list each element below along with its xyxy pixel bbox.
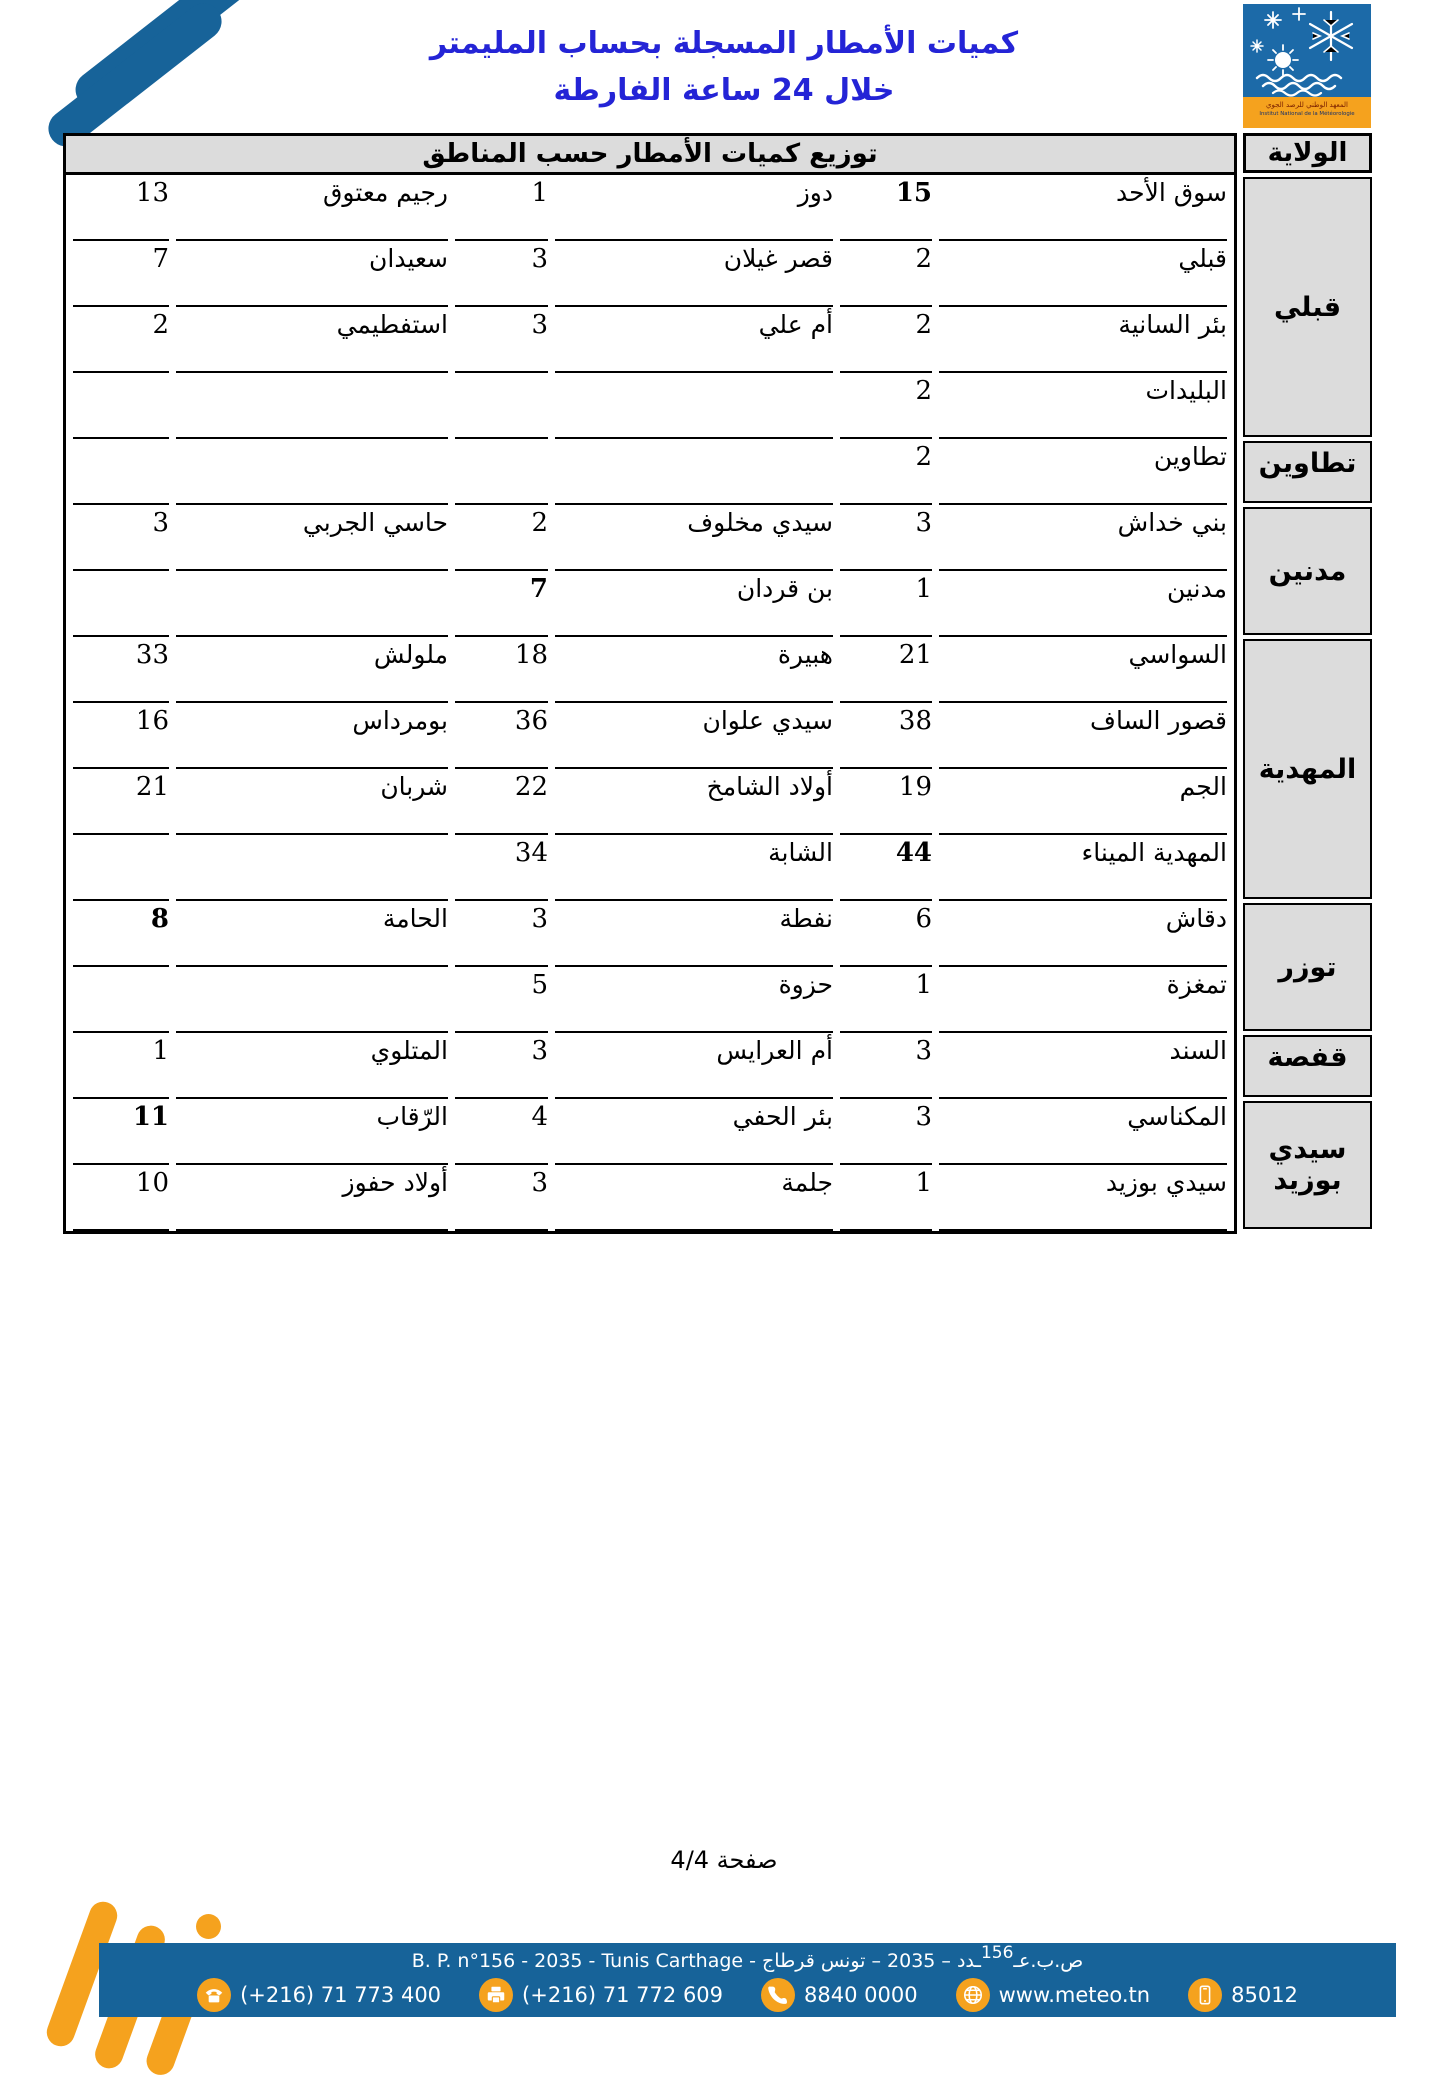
rain-value-cell: 3 <box>840 505 932 571</box>
station-name-cell: بئر الحفي <box>555 1099 833 1165</box>
rain-value-cell: 19 <box>840 769 932 835</box>
footer-address-french: B. P. n°156 - 2035 - Tunis Carthage - <box>411 1950 756 1972</box>
table-row <box>73 571 1227 637</box>
rain-value-cell: 44 <box>840 835 932 901</box>
table-row <box>73 703 1227 769</box>
governorate-cells <box>1243 177 1372 1229</box>
station-name-cell: البليدات <box>939 373 1227 439</box>
globe-icon <box>956 1978 990 2012</box>
station-name-cell: أم العرايس <box>555 1033 833 1099</box>
rain-value-cell: 1 <box>73 1033 169 1099</box>
footer-address-arabic-suffix: ـدد – 2035 – تونس قرطاج <box>762 1950 981 1972</box>
footer-address-arabic-prefix: ص.ب.عـ <box>1013 1950 1084 1972</box>
station-name-cell: سيدي مخلوف <box>555 505 833 571</box>
station-name-cell <box>176 835 448 901</box>
station-name-cell: المتلوي <box>176 1033 448 1099</box>
rain-value-cell: 2 <box>840 373 932 439</box>
station-name-cell: سعيدان <box>176 241 448 307</box>
inm-logo-band <box>1243 97 1371 128</box>
station-name-cell: حزوة <box>555 967 833 1033</box>
table-row <box>73 1099 1227 1165</box>
table-row <box>73 307 1227 373</box>
table-row <box>73 967 1227 1033</box>
rain-value-cell: 1 <box>840 1165 932 1231</box>
rain-value-cell: 13 <box>73 175 169 241</box>
station-name-cell: هبيرة <box>555 637 833 703</box>
table-row <box>73 637 1227 703</box>
rain-value-cell <box>73 571 169 637</box>
footer-address <box>99 1943 1396 1974</box>
governorate-cell: توزر <box>1243 903 1372 1031</box>
table-row <box>73 373 1227 439</box>
rain-value-cell: 3 <box>840 1033 932 1099</box>
footer-contacts <box>99 1978 1396 2012</box>
rain-value-cell: 3 <box>455 901 548 967</box>
rain-value-cell: 34 <box>455 835 548 901</box>
rain-value-cell: 3 <box>73 505 169 571</box>
rain-value-cell: 8 <box>73 901 169 967</box>
contact-item <box>956 1978 1151 2012</box>
inm-logo <box>1243 4 1371 128</box>
station-name-cell: دوز <box>555 175 833 241</box>
station-name-cell <box>555 373 833 439</box>
rain-value-cell: 21 <box>73 769 169 835</box>
title-line-1: كميات الأمطار المسجلة بحساب المليمتر <box>429 26 1019 61</box>
station-name-cell <box>176 373 448 439</box>
rain-value-cell: 2 <box>455 505 548 571</box>
station-name-cell: المكناسي <box>939 1099 1227 1165</box>
contact-item <box>197 1978 441 2012</box>
station-name-cell: استفطيمي <box>176 307 448 373</box>
station-name-cell: سيدي بوزيد <box>939 1165 1227 1231</box>
station-name-cell: الجم <box>939 769 1227 835</box>
table-row <box>73 1165 1227 1231</box>
station-name-cell: سوق الأحد <box>939 175 1227 241</box>
station-name-cell: تطاوين <box>939 439 1227 505</box>
rain-value-cell: 15 <box>840 175 932 241</box>
station-name-cell: السواسي <box>939 637 1227 703</box>
footer-po-box-number: 156 <box>980 1943 1014 1963</box>
contact-text: www.meteo.tn <box>998 1983 1151 2007</box>
governorate-cell: المهدية <box>1243 639 1372 899</box>
station-name-cell: الحامة <box>176 901 448 967</box>
station-name-cell <box>176 967 448 1033</box>
rain-value-cell: 2 <box>840 307 932 373</box>
contact-text: (+216) 71 772 609 <box>522 1983 724 2007</box>
stations-table <box>66 175 1234 1231</box>
table-row <box>73 1033 1227 1099</box>
contact-text: 8840 0000 <box>804 1983 918 2007</box>
rain-value-cell: 2 <box>73 307 169 373</box>
station-name-cell: جلمة <box>555 1165 833 1231</box>
rain-value-cell: 3 <box>455 241 548 307</box>
station-name-cell: قبلي <box>939 241 1227 307</box>
station-name-cell: بومرداس <box>176 703 448 769</box>
inm-logo-arabic-name: المعهد الوطني للرصد الجوي <box>1266 101 1348 109</box>
station-name-cell: أم علي <box>555 307 833 373</box>
station-name-cell: نفطة <box>555 901 833 967</box>
station-name-cell: رجيم معتوق <box>176 175 448 241</box>
station-name-cell: بن قردان <box>555 571 833 637</box>
fax-icon <box>479 1978 513 2012</box>
contact-item <box>761 1978 918 2012</box>
rain-value-cell: 1 <box>840 967 932 1033</box>
station-name-cell: الشابة <box>555 835 833 901</box>
orange-dot <box>196 1914 221 1939</box>
mobile-icon <box>1188 1978 1222 2012</box>
station-name-cell: أولاد الشامخ <box>555 769 833 835</box>
governorate-cell: قبلي <box>1243 177 1372 437</box>
document-title <box>399 20 1049 114</box>
rain-value-cell: 36 <box>455 703 548 769</box>
rain-value-cell: 3 <box>840 1099 932 1165</box>
table-row <box>73 505 1227 571</box>
rain-value-cell: 38 <box>840 703 932 769</box>
table-row <box>73 439 1227 505</box>
blue-stripe <box>41 0 229 154</box>
station-name-cell: مدنين <box>939 571 1227 637</box>
contact-item <box>479 1978 723 2012</box>
rain-value-cell: 33 <box>73 637 169 703</box>
governorate-cell: تطاوين <box>1243 441 1372 503</box>
footer-address-arabic <box>762 1943 1084 1972</box>
title-line-2: خلال 24 ساعة الفارطة <box>553 73 895 108</box>
station-name-cell: بني خداش <box>939 505 1227 571</box>
rainfall-table <box>63 133 1372 1234</box>
station-name-cell <box>176 571 448 637</box>
inm-logo-french-name: Institut National de la Météorologie <box>1259 110 1355 117</box>
station-name-cell: المهدية الميناء <box>939 835 1227 901</box>
station-name-cell <box>555 439 833 505</box>
rain-value-cell: 16 <box>73 703 169 769</box>
table-row <box>73 241 1227 307</box>
inm-logo-art <box>1243 4 1371 97</box>
rain-value-cell: 7 <box>455 571 548 637</box>
footer-bar <box>99 1943 1396 2017</box>
station-name-cell: قصور الساف <box>939 703 1227 769</box>
rain-value-cell: 7 <box>73 241 169 307</box>
station-name-cell: السند <box>939 1033 1227 1099</box>
rain-value-cell: 11 <box>73 1099 169 1165</box>
governorate-column <box>1243 133 1372 1234</box>
governorate-cell: قفصة <box>1243 1035 1372 1097</box>
table-row <box>73 769 1227 835</box>
rain-value-cell <box>455 373 548 439</box>
rain-value-cell <box>455 439 548 505</box>
handset-icon <box>761 1978 795 2012</box>
rain-value-cell <box>73 373 169 439</box>
contact-item <box>1188 1978 1298 2012</box>
station-name-cell: تمغزة <box>939 967 1227 1033</box>
rain-value-cell: 18 <box>455 637 548 703</box>
rain-value-cell: 3 <box>455 1165 548 1231</box>
rain-value-cell: 22 <box>455 769 548 835</box>
rain-value-cell: 1 <box>840 571 932 637</box>
rain-value-cell: 1 <box>455 175 548 241</box>
table-row <box>73 901 1227 967</box>
station-name-cell: قصر غيلان <box>555 241 833 307</box>
rain-value-cell: 6 <box>840 901 932 967</box>
governorate-cell: مدنين <box>1243 507 1372 635</box>
telephone-icon <box>197 1978 231 2012</box>
data-column <box>63 133 1237 1234</box>
station-name-cell: أولاد حفوز <box>176 1165 448 1231</box>
station-name-cell <box>176 439 448 505</box>
station-name-cell: ملولش <box>176 637 448 703</box>
governorate-cell: سيدي بوزيد <box>1243 1101 1372 1229</box>
station-name-cell: بئر السانية <box>939 307 1227 373</box>
rain-value-cell: 10 <box>73 1165 169 1231</box>
rain-value-cell <box>73 835 169 901</box>
regions-header: توزيع كميات الأمطار حسب المناطق <box>66 136 1234 175</box>
rain-value-cell: 3 <box>455 307 548 373</box>
contact-text: (+216) 71 773 400 <box>240 1983 442 2007</box>
rain-value-cell: 3 <box>455 1033 548 1099</box>
rain-value-cell <box>73 439 169 505</box>
station-name-cell: الرّقاب <box>176 1099 448 1165</box>
station-name-cell: حاسي الجربي <box>176 505 448 571</box>
table-row <box>73 835 1227 901</box>
station-name-cell: دقاش <box>939 901 1227 967</box>
governorate-header: الولاية <box>1243 133 1372 173</box>
contact-text: 85012 <box>1231 1983 1298 2007</box>
rain-value-cell <box>73 967 169 1033</box>
rain-value-cell: 21 <box>840 637 932 703</box>
rain-value-cell: 2 <box>840 439 932 505</box>
station-name-cell: سيدي علوان <box>555 703 833 769</box>
page-number: صفحة 4/4 <box>670 1846 778 1874</box>
table-row <box>73 175 1227 241</box>
station-name-cell: شربان <box>176 769 448 835</box>
rain-value-cell: 5 <box>455 967 548 1033</box>
rain-value-cell: 2 <box>840 241 932 307</box>
rain-value-cell: 4 <box>455 1099 548 1165</box>
